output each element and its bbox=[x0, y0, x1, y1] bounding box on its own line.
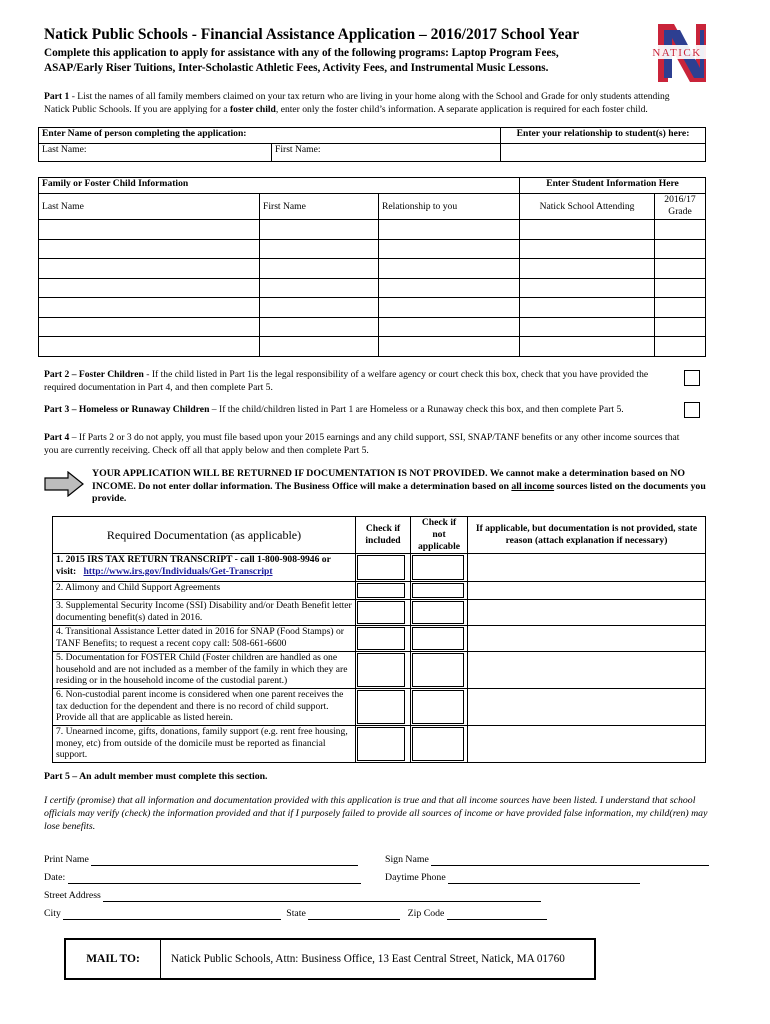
natick-logo bbox=[644, 20, 710, 84]
mail-to-box bbox=[64, 938, 596, 980]
part5-label: Part 5 – An adult member must complete this section bbox=[44, 771, 266, 782]
date-label: Date: bbox=[44, 872, 66, 883]
street-label: Street Address bbox=[44, 890, 101, 901]
doc-item-1-text: 1. 2015 IRS TAX RETURN TRANSCRIPT - call 1-800-908-9946 or visit: bbox=[56, 554, 331, 577]
col-grade-year: 2016/17 bbox=[664, 194, 696, 205]
part1-text-a: - List the names of all family members claimed on your tax return who are living in your home along with the School and Grade for only students attending Natick Public Schools. If you are applying for a bbox=[44, 91, 670, 115]
part2-label: Part 2 – Foster Children bbox=[44, 369, 144, 380]
family-header-left: Family or Foster Child Information bbox=[39, 178, 520, 194]
daytime-phone-row bbox=[385, 872, 640, 884]
doc-2-reason-field[interactable] bbox=[468, 582, 706, 600]
city-field[interactable] bbox=[63, 908, 281, 920]
doc-row bbox=[53, 582, 706, 600]
city-label: City bbox=[44, 908, 61, 919]
arrow-right-icon bbox=[44, 471, 84, 497]
doc-row bbox=[53, 689, 706, 726]
documentation-warning bbox=[92, 468, 712, 506]
table-row[interactable] bbox=[39, 298, 706, 318]
col-first-name: First Name bbox=[260, 194, 379, 220]
sign-name-row bbox=[385, 854, 709, 866]
completer-first-name-label: First Name: bbox=[275, 144, 321, 155]
doc-item-6: 6. Non-custodial parent income is considered when one parent receives the tax deduction for the dependent and there is no record of child support. Provide all that are applicable as listed herein. bbox=[53, 689, 356, 726]
documentation-table bbox=[52, 516, 706, 763]
doc-5-na-checkbox[interactable] bbox=[412, 653, 464, 687]
state-field[interactable] bbox=[308, 908, 400, 920]
part2-text: - If the child listed in Part 1is the legal responsibility of a welfare agency or court check this box, check that you have provided the required documentation in Part 4, and then complete Part 5. bbox=[44, 369, 649, 393]
completer-header-right: Enter your relationship to student(s) here: bbox=[501, 128, 706, 144]
col-school: Natick School Attending bbox=[520, 194, 655, 220]
completer-table bbox=[38, 127, 706, 162]
doc-item-4: 4. Transitional Assistance Letter dated in 2016 for SNAP (Food Stamps) or TANF Benefits; to request a recent copy call: 508-661-6600 bbox=[53, 626, 356, 652]
doc-5-reason-field[interactable] bbox=[468, 652, 706, 689]
doc-1-reason-field[interactable] bbox=[468, 554, 706, 582]
print-name-label: Print Name bbox=[44, 854, 89, 865]
doc-4-reason-field[interactable] bbox=[468, 626, 706, 652]
part3-label: Part 3 – Homeless or Runaway Children bbox=[44, 404, 210, 415]
part4-label: Part 4 bbox=[44, 432, 70, 443]
part2-checkbox[interactable] bbox=[684, 370, 700, 386]
warning-text-a: YOUR APPLICATION WILL BE RETURNED IF DOCUMENTATION IS NOT PROVIDED. We cannot make a determination based on NO INCOME. Do not enter dollar information. The Business Office will make a determination based on bbox=[92, 468, 685, 492]
page-subtitle: Complete this application to apply for assistance with any of the following programs: Laptop Program Fees, ASAP/Early Riser Tuitions, Inter-Scholastic Athletic Fees, Activity Fees, and Instrumental Music Lessons. bbox=[44, 47, 559, 74]
doc-row bbox=[53, 652, 706, 689]
doc-6-included-checkbox[interactable] bbox=[357, 690, 405, 724]
zip-field[interactable] bbox=[447, 908, 547, 920]
table-row[interactable] bbox=[39, 220, 706, 240]
doc-item-5: 5. Documentation for FOSTER Child (Foster children are handled as one household and are not included as a member of the family in which they are residing or in the household income of the custodial parent.) bbox=[53, 652, 356, 689]
irs-transcript-link[interactable]: http://www.irs.gov/Individuals/Get-Transcript bbox=[83, 566, 273, 577]
doc-header-included: Check if included bbox=[356, 517, 411, 554]
street-row bbox=[44, 890, 541, 902]
doc-4-included-checkbox[interactable] bbox=[357, 627, 405, 650]
date-field[interactable] bbox=[68, 872, 361, 884]
table-row[interactable] bbox=[39, 278, 706, 298]
col-relationship: Relationship to you bbox=[379, 194, 520, 220]
doc-row bbox=[53, 554, 706, 582]
doc-header-na: Check if not applicable bbox=[411, 517, 468, 554]
street-field[interactable] bbox=[103, 890, 541, 902]
doc-3-included-checkbox[interactable] bbox=[357, 601, 405, 624]
doc-row bbox=[53, 726, 706, 763]
print-name-field[interactable] bbox=[91, 854, 358, 866]
sign-name-label: Sign Name bbox=[385, 854, 429, 865]
zip-label: Zip Code bbox=[407, 908, 445, 919]
sign-name-field[interactable] bbox=[431, 854, 709, 866]
completer-first-name-field[interactable] bbox=[272, 144, 501, 162]
table-row[interactable] bbox=[39, 239, 706, 259]
doc-3-reason-field[interactable] bbox=[468, 600, 706, 626]
doc-item-2: 2. Alimony and Child Support Agreements bbox=[53, 582, 356, 600]
page-title: Natick Public Schools - Financial Assistance Application – 2016/2017 School Year bbox=[44, 26, 580, 43]
doc-item-1 bbox=[53, 554, 356, 582]
warning-underline: all income bbox=[511, 480, 555, 492]
part1-text-b: , enter only the foster child’s information. A separate application is required for each foster child. bbox=[275, 103, 648, 115]
mail-to-address: Natick Public Schools, Attn: Business Office, 13 East Central Street, Natick, MA 01760 bbox=[171, 953, 565, 965]
completer-header-left: Enter Name of person completing the application: bbox=[39, 128, 501, 144]
doc-header-reason: If applicable, but documentation is not provided, state reason (attach explanation if necessary) bbox=[468, 517, 706, 554]
part1-text-bold: foster child bbox=[229, 103, 276, 115]
family-header-right: Enter Student Information Here bbox=[520, 178, 706, 194]
doc-3-na-checkbox[interactable] bbox=[412, 601, 464, 624]
family-table bbox=[38, 177, 706, 357]
doc-item-7: 7. Unearned income, gifts, donations, family support (e.g. rent free housing, money, etc) from outside of the domicile must be reported as financial support. bbox=[53, 726, 356, 763]
doc-7-included-checkbox[interactable] bbox=[357, 727, 405, 761]
doc-1-included-checkbox[interactable] bbox=[357, 555, 405, 580]
col-last-name: Last Name bbox=[39, 194, 260, 220]
date-row bbox=[44, 872, 361, 884]
doc-2-na-checkbox[interactable] bbox=[412, 583, 464, 598]
doc-6-reason-field[interactable] bbox=[468, 689, 706, 726]
part2-instructions bbox=[44, 369, 672, 394]
part1-label: Part 1 bbox=[44, 91, 70, 102]
doc-5-included-checkbox[interactable] bbox=[357, 653, 405, 687]
part5-heading: Part 5 – An adult member must complete this section. bbox=[44, 771, 268, 782]
doc-header: Required Documentation (as applicable) bbox=[53, 517, 356, 554]
city-row bbox=[44, 908, 547, 920]
logo-text: NATICK bbox=[652, 47, 702, 59]
table-row[interactable] bbox=[39, 259, 706, 279]
completer-relationship-field[interactable] bbox=[501, 144, 706, 162]
col-grade-label: Grade bbox=[668, 206, 692, 217]
table-row[interactable] bbox=[39, 317, 706, 337]
daytime-phone-label: Daytime Phone bbox=[385, 872, 446, 883]
doc-row bbox=[53, 626, 706, 652]
warning-text-b: sources listed on the documents you provide. bbox=[92, 480, 706, 504]
completer-last-name-field[interactable] bbox=[39, 144, 272, 162]
part1-instructions bbox=[44, 91, 684, 116]
doc-2-included-checkbox[interactable] bbox=[357, 583, 405, 598]
print-name-row bbox=[44, 854, 358, 866]
state-label: State bbox=[286, 908, 306, 919]
part3-instructions bbox=[44, 404, 672, 417]
part3-checkbox[interactable] bbox=[684, 402, 700, 418]
certification-text: I certify (promise) that all information and documentation provided with this application is true and that all income sources have been listed. I understand that school officials may verify (check) the information provided and that if I purposely failed to provide all sources of income or have provided false information, my child(ren) may lose benefits. bbox=[44, 795, 708, 832]
part4-instructions bbox=[44, 432, 684, 457]
doc-7-na-checkbox[interactable] bbox=[412, 727, 464, 761]
daytime-phone-field[interactable] bbox=[448, 872, 640, 884]
part4-text: – If Parts 2 or 3 do not apply, you must file based upon your 2015 earnings and any child support, SSI, SNAP/TANF benefits or any other income sources that you are currently receiving. Check off all that apply below and then complete Part 5. bbox=[44, 432, 680, 456]
doc-4-na-checkbox[interactable] bbox=[412, 627, 464, 650]
completer-last-name-label: Last Name: bbox=[42, 144, 87, 155]
mail-to-label: MAIL TO: bbox=[66, 940, 161, 978]
doc-7-reason-field[interactable] bbox=[468, 726, 706, 763]
part3-text: – If the child/children listed in Part 1 are Homeless or a Runaway check this box, and then complete Part 5. bbox=[209, 404, 624, 415]
table-row[interactable] bbox=[39, 337, 706, 357]
doc-1-na-checkbox[interactable] bbox=[412, 555, 464, 580]
doc-row bbox=[53, 600, 706, 626]
doc-6-na-checkbox[interactable] bbox=[412, 690, 464, 724]
col-grade bbox=[655, 194, 706, 220]
doc-item-3: 3. Supplemental Security Income (SSI) Disability and/or Death Benefit letter documenting benefit(s) dated in 2016. bbox=[53, 600, 356, 626]
